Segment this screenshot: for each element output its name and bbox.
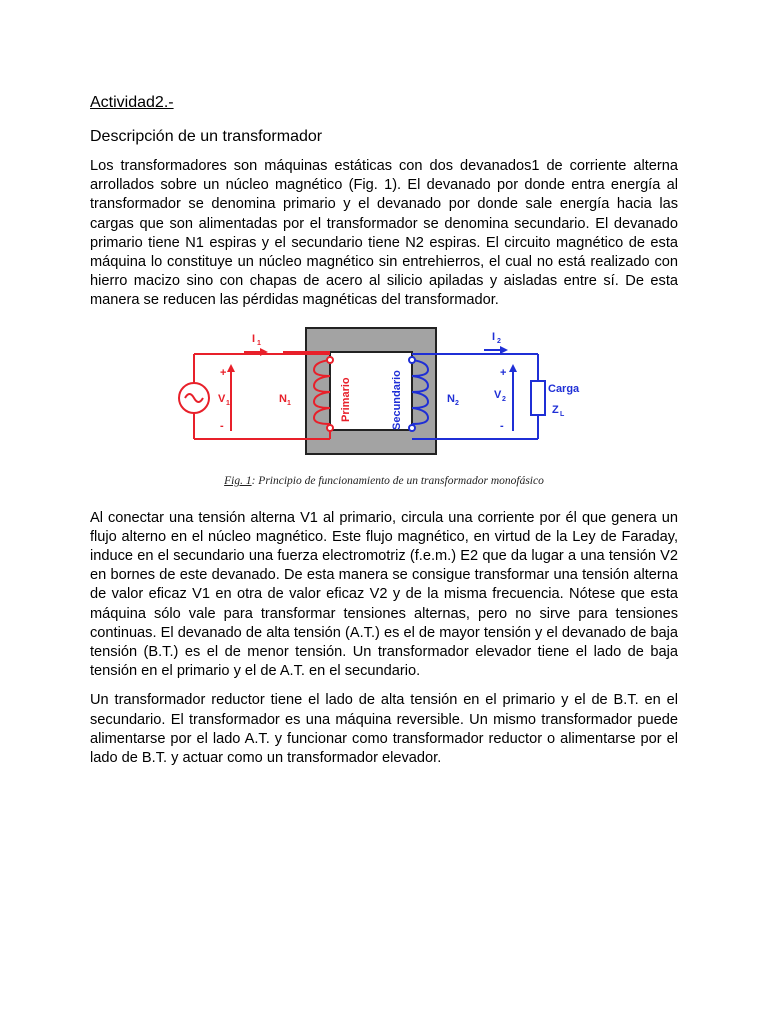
i2-arrow-icon [500, 346, 508, 354]
label-primario: Primario [340, 376, 352, 422]
load-impedance [531, 381, 545, 415]
label-v2-sub: 2 [502, 395, 506, 403]
transformer-figure [90, 326, 678, 487]
label-plus-secondary: + [500, 366, 507, 379]
figure-caption [90, 475, 678, 487]
paragraph-reversible: Un transformador reductor tiene el lado de alta tensión en el primario y el de B.T. en el secundario. El transformador es una máquina reversible. Un mismo transformador puede alimentarse por el lado A.T. y funcionar como transformador reductor o alimentarse por el lado de B.T. y actuar como un transformador elevador. [90, 692, 678, 767]
label-carga: Carga [548, 382, 580, 395]
label-plus-primary: + [220, 366, 227, 379]
label-i1: I [252, 332, 256, 345]
v2-arrow-icon [509, 364, 517, 372]
label-secundario: Secundario [391, 369, 403, 430]
label-i2: I [492, 330, 496, 343]
transformer-diagram [174, 326, 594, 474]
document-body [90, 90, 678, 778]
label-v1-sub: 1 [226, 399, 230, 407]
label-zl: Z [552, 403, 559, 416]
label-v2: V [494, 388, 502, 401]
label-n2: N [447, 392, 455, 405]
label-n1: N [279, 392, 287, 405]
paragraph-intro: Los transformadores son máquinas estáticas con dos devanados1 de corriente alterna arrollados sobre un núcleo magnético (Fig. 1). El devanado por donde entra energía al transformador se denomina primario y el devanado por donde sale energía hacia las cargas que son alimentadas por el transformador se denomina secundario. El devanado primario tiene N1 espiras y el secundario tiene N2 espiras. El circuito magnético de esta máquina lo constituye un núcleo magnético sin entrehierros, el cual no está realizado con hierro macizo sino con chapas de acero al silicio apiladas y aisladas entre sí. De esta manera se reducen las pérdidas magnéticas del transformador. [90, 158, 678, 309]
label-i2-sub: 2 [497, 337, 501, 345]
label-minus-secondary: - [500, 419, 504, 432]
activity-title: Actividad2.- [90, 94, 174, 111]
label-n1-sub: 1 [287, 399, 291, 407]
label-n2-sub: 2 [455, 399, 459, 407]
label-minus-primary: - [220, 419, 224, 432]
paragraph-operation: Al conectar una tensión alterna V1 al primario, circula una corriente por él que genera un flujo alterno en el núcleo magnético. Este flujo magnético, en virtud de la Ley de Faraday, induce en el secundario una fuerza electromotriz (f.e.m.) E2 que da lugar a una tensión V2 en bornes de este devanado. De esta manera se consigue transformar una tensión alterna de valor eficaz V1 en otra de valor eficaz V2 y de la misma frecuencia. Nótese que esta máquina sólo vale para transformar tensiones alternas, pero no sirve para tensiones continuas. El devanado de alta tensión (A.T.) es el de mayor tensión y el devanado de baja tensión (B.T.) es el de menor tensión. Un transformador elevador tiene el lado de baja tensión en el primario y el de A.T. en el secundario. [90, 509, 678, 680]
v1-arrow-icon [227, 364, 235, 372]
label-zl-sub: L [560, 410, 565, 418]
caption-label: Fig. 1 [224, 474, 252, 487]
label-i1-sub: 1 [257, 339, 261, 347]
section-heading: Descripción de un transformador [90, 128, 323, 145]
label-v1: V [218, 392, 226, 405]
caption-text: : Principio de funcionamiento de un transformador monofásico [251, 474, 544, 487]
